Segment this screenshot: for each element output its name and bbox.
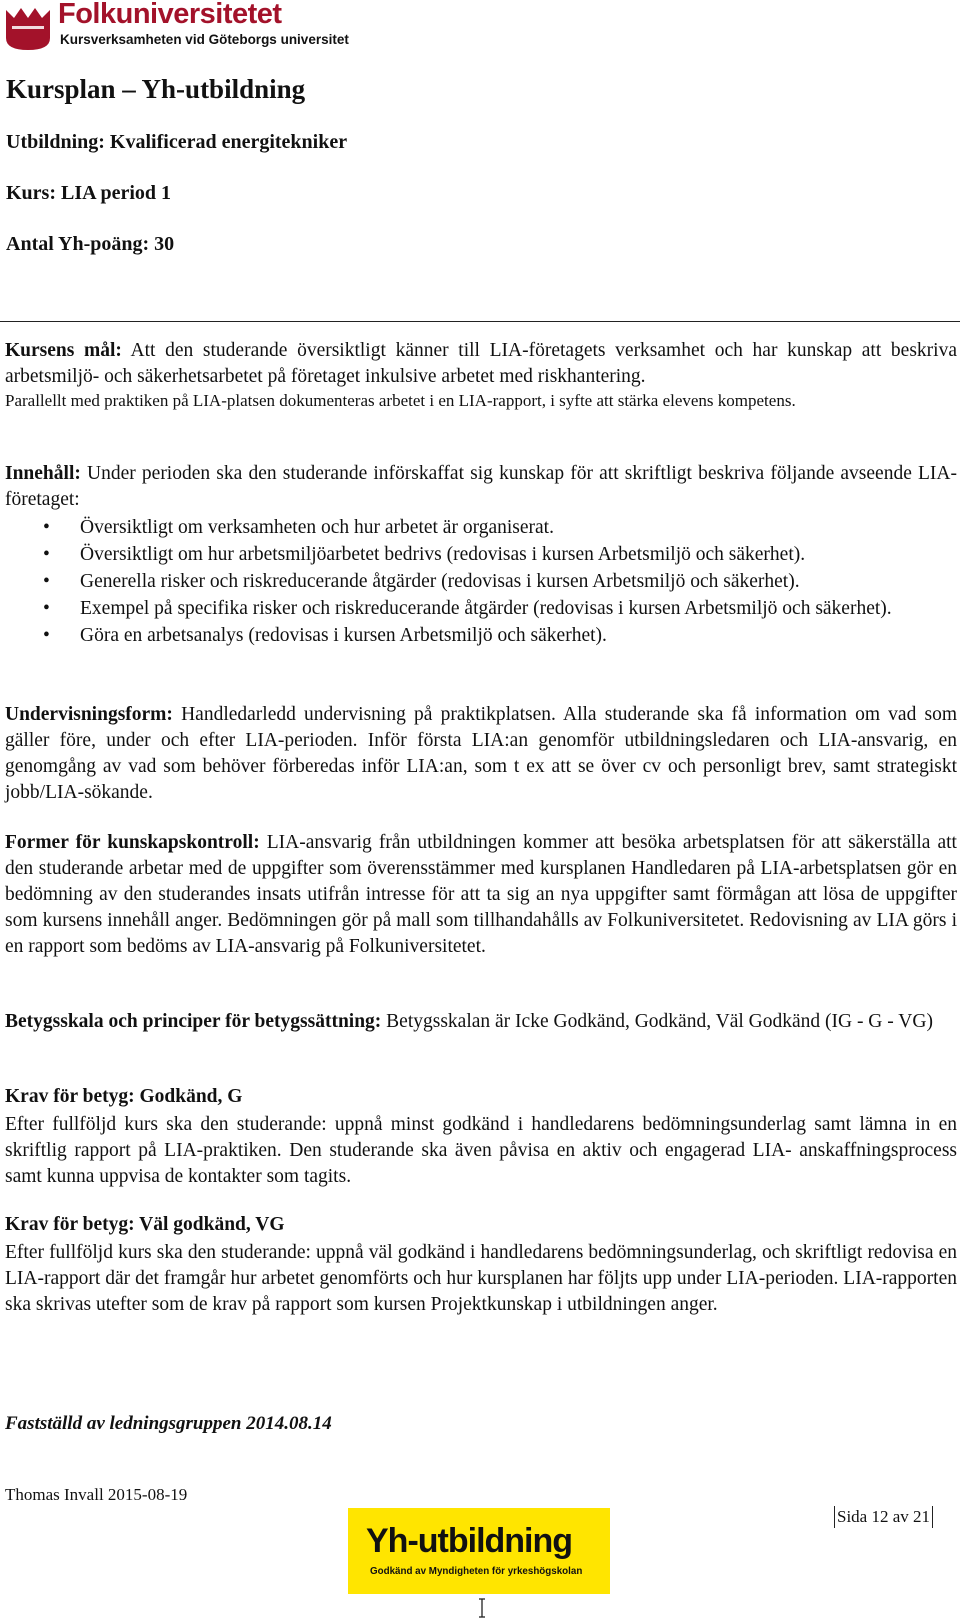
divider — [0, 321, 960, 322]
grading-label: Betygsskala och principer för betygssättning: — [5, 1011, 382, 1032]
text-cursor-icon — [478, 1598, 486, 1618]
teaching-paragraph — [5, 702, 957, 806]
goals-paragraph — [5, 338, 957, 390]
grade-vg-text: Efter fullföljd kurs ska den studerande: uppnå väl godkänd i handledarens bedömningsunderlag, och skriftligt redovisa en LIA-rapport där det framgår hur arbetet genomförts och hur kursplanen har följts upp under LIA-perioden. LIA-rapporten ska skrivas utefter som de krav på rapport som kursen Projektkunskap i utbildningen anger. — [5, 1242, 957, 1315]
content-bullet-list — [5, 515, 957, 650]
goals-paragraph-2: Parallellt med praktiken på LIA-platsen dokumenteras arbetet i en LIA-rapport, i syfte att stärka elevens kompetens. — [5, 391, 796, 410]
badge-title: Yh-utbildning — [366, 1522, 573, 1560]
grade-vg-heading: Krav för betyg: Väl godkänd, VG — [5, 1214, 285, 1235]
page-number: Sida 12 av 21 — [834, 1506, 933, 1528]
logo-subtitle: Kursverksamheten vid Göteborgs universitet — [60, 32, 349, 47]
content-text: Under perioden ska den studerande införskaffat sig kunskap för att skriftligt beskriva följande avseende LIA-företaget: — [5, 463, 957, 510]
teaching-label: Undervisningsform: — [5, 704, 173, 725]
assessment-paragraph — [5, 830, 957, 960]
goals-text: Att den studerande översiktligt känner till LIA-företagets verksamhet och har kunskap att beskriva arbetsmiljö- och säkerhetsarbetet på företaget inkulsive arbetet med riskhantering. — [5, 340, 957, 387]
bullet-icon: • — [43, 517, 50, 538]
bullet-icon: • — [43, 598, 50, 619]
course-line: Kurs: LIA period 1 — [6, 182, 172, 204]
folkuniversitetet-crown-icon — [4, 4, 52, 52]
page-title: Kursplan – Yh-utbildning — [6, 74, 306, 104]
bullet-icon: • — [43, 625, 50, 646]
bullet-icon: • — [43, 571, 50, 592]
list-item: • Generella risker och riskreducerande åtgärder (redovisas i kursen Arbetsmiljö och säkerhet). — [5, 569, 957, 595]
list-item: • Göra en arbetsanalys (redovisas i kursen Arbetsmiljö och säkerhet). — [5, 623, 957, 649]
assessment-label: Former för kunskapskontroll: — [5, 832, 260, 853]
yh-utbildning-badge — [348, 1508, 610, 1594]
list-item: • Exempel på specifika risker och riskreducerande åtgärder (redovisas i kursen Arbetsmiljö och säkerhet). — [5, 596, 957, 622]
content-paragraph — [5, 461, 957, 513]
teaching-text: Handledarledd undervisning på praktikplatsen. Alla studerande ska få information om vad som gäller före, under och efter LIA-perioden. Inför första LIA:an genomför utbildningsledaren och LIA-ansvarig, en genomgång av vad som behöver förberedas inför LIA:an, som t ex att se över cv och personligt brev, samt strategiskt jobb/LIA-sökande. — [5, 704, 957, 803]
assessment-text: LIA-ansvarig från utbildningen kommer att besöka arbetsplatsen för att säkerställa att den studerande arbetar med de uppgifter som överensstämmer med kursplanen Handledaren på LIA-arbetsplatsen gör en bedömning av den studerandes insats utifrån intresse för att ta sig an nya uppgifter samt förmågan att lösa de uppgifter som kursens innehåll anger. Bedömningen gör på mall som tillhandahålls av Folkuniversitetet. Redovisning av LIA görs i en rapport som bedöms av LIA-ansvarig på Folkuniversitetet. — [5, 832, 957, 957]
logo-name: Folkuniversitetet — [58, 0, 282, 30]
goals-label: Kursens mål: — [5, 340, 122, 361]
list-item: • Översiktligt om verksamheten och hur arbetet är organiserat. — [5, 515, 957, 541]
grade-g-heading: Krav för betyg: Godkänd, G — [5, 1086, 243, 1107]
folkuniversitetet-logo — [4, 2, 364, 54]
education-line: Utbildning: Kvalificerad energitekniker — [6, 131, 348, 153]
badge-subtitle: Godkänd av Myndigheten för yrkeshögskolan — [370, 1566, 583, 1577]
grading-text: Betygsskalan är Icke Godkänd, Godkänd, Väl Godkänd (IG - G - VG) — [381, 1011, 933, 1032]
points-line: Antal Yh-poäng: 30 — [6, 233, 175, 255]
list-item: • Översiktligt om hur arbetsmiljöarbetet bedrivs (redovisas i kursen Arbetsmiljö och säkerhet). — [5, 542, 957, 568]
content-label: Innehåll: — [5, 463, 81, 484]
established-note: Fastställd av ledningsgruppen 2014.08.14 — [5, 1413, 332, 1434]
grade-g-text: Efter fullföljd kurs ska den studerande: uppnå minst godkänd i handledarens bedömningsunderlag samt lämna in en skriftlig rapport på LIA-praktiken. Den studerande ska även påvisa en aktiv och engagerad LIA- anskaffningsprocess samt kunna uppvisa de kontakter som tagits. — [5, 1114, 957, 1187]
bullet-icon: • — [43, 544, 50, 565]
grading-paragraph — [5, 1009, 957, 1035]
footer-author: Thomas Invall 2015-08-19 — [5, 1485, 188, 1504]
